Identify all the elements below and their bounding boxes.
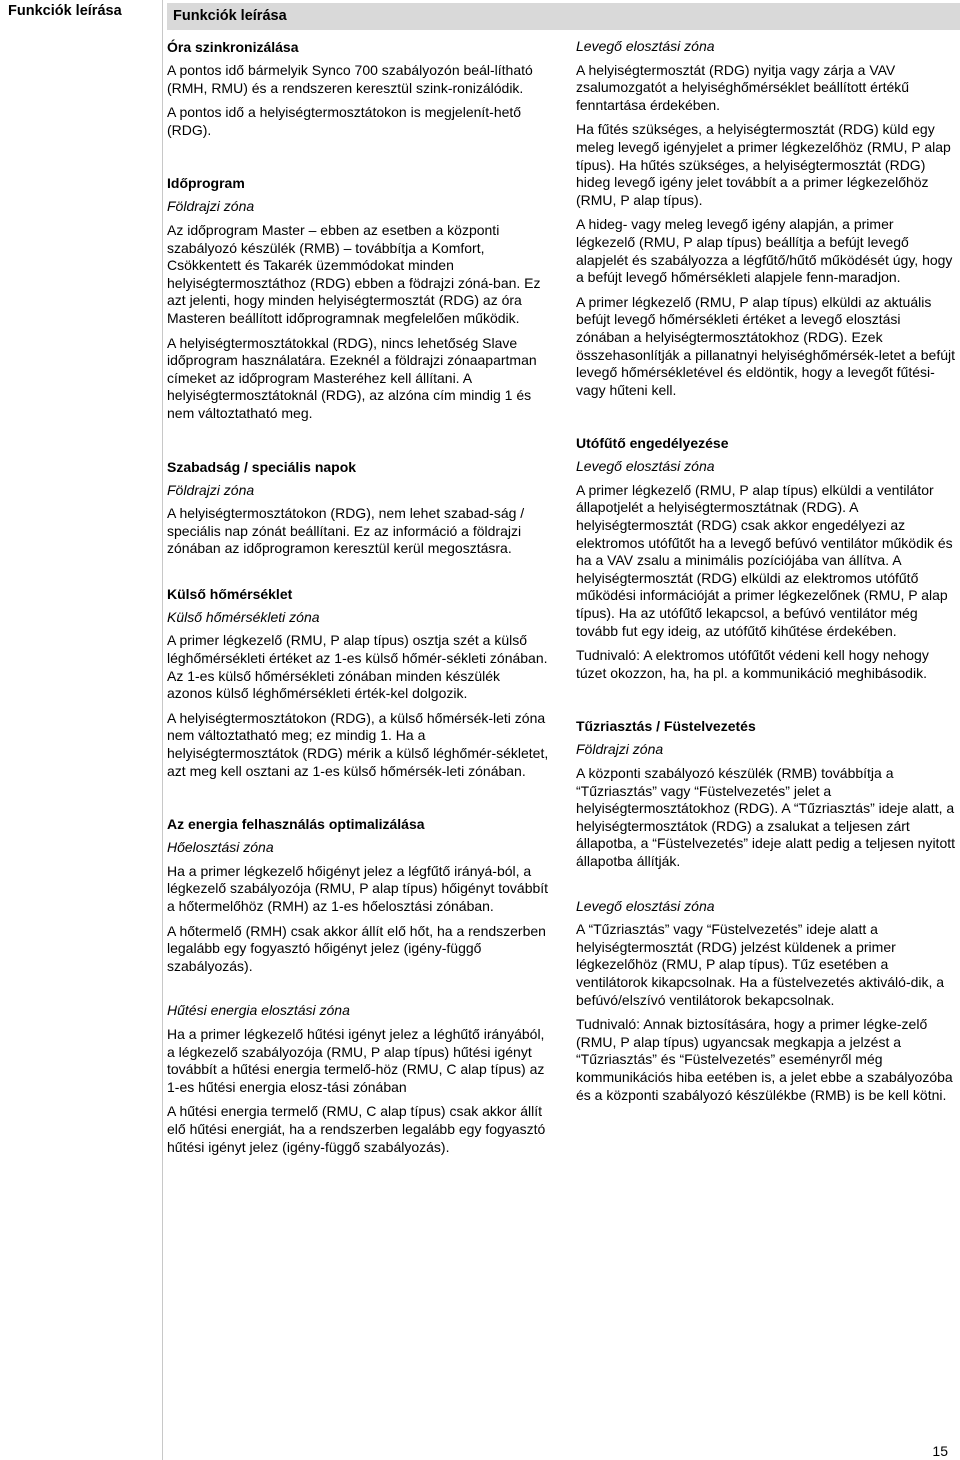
paragraph: A helyiségtermosztátokon (RDG), nem lehet szabad-ság / speciális nap zónát beállítani. Ez az információ a földrajzi zónában az időprogramon keresztül kerül megosztásra. <box>167 505 525 557</box>
heading-fire-alarm: Tűzriasztás / Füstelvezetés <box>576 718 756 735</box>
paragraph: Tudnivaló: Annak biztosítására, hogy a primer légke-zelő (RMU, P alap típus) ugyancsak megkapja a jelzést a “Tűzriasztás” és “Füstelvezetés” eseményről még kommunikációs hiba eetében is, a jelet ebbe a szabályozóba és a központi szabályozó készülékbe (RMB) is be kell kötni. <box>576 1016 953 1103</box>
paragraph: A helyiségtermosztátokon (RDG), a külső hőmérsék-leti zóna nem változtatható meg; ez mindig 1. Ha a helyiségtermosztátok (RDG) mérik a külső léghőmér-sékletet, azt meg kell osztani az 1-es külső hőmérsék-leti zónában. <box>167 709 549 779</box>
heading-clock-sync: Óra szinkronizálása <box>167 39 299 55</box>
section-header-bar <box>167 3 960 30</box>
paragraph: A központi szabályozó készülék (RMB) továbbítja a “Tűzriasztás” vagy “Füstelvezetés” jelet a helyiségtermosztátokhoz (RDG). A “Tűzriasztás” ideje alatt, a helyiségtermosztátok (RDG) a zsalukat a teljesen zárt állapotba, a “Füstelvezetés” ideje alatt pedig a teljesen nyitott állapotba állítják. <box>576 765 956 869</box>
paragraph: Tudnivaló: A elektromos utófűtőt védeni kell hogy nehogy túzet okozzon, ha, ha pl. a kommunikáció meghibásodik. <box>576 647 929 681</box>
paragraph: Ha a primer légkezelő hőigényt jelez a légfűtő irányá-ból, a légkezelő szabályozója (RMU, P alap típus) hőigényt továbbít a hőtermelőhöz (RMH) az 1-es hőelosztási zónában. <box>167 862 549 914</box>
subheading-outside-temp-zone: Külső hőmérsékleti zóna <box>167 608 320 625</box>
subheading-air-zone: Levegő elosztási zóna <box>576 897 715 914</box>
paragraph: A pontos idő bármelyik Synco 700 szabályozón beál-lítható (RMH, RMU) és a rendszeren keresztül szink-ronizálódik. <box>167 62 533 96</box>
paragraph: A hűtési energia termelő (RMU, C alap típus) csak akkor állít elő hűtési energiát, ha a rendszerben legalább egy fogyasztó hűtési igényt jelez (igény-függő szabályozás). <box>167 1103 546 1155</box>
heading-time-program: Időprogram <box>167 175 245 192</box>
paragraph: A primer légkezelő (RMU, P alap típus) elküldi az aktuális befújt levegő hőmérsékleti értéket a levegő elosztási zónában a helyiségtermosztátokhoz (RDG). Ezek összehasonlítják a pillanatnyi helyiséghőmérsék-letet a befújt levegő hőmérsékletével és eldöntik, hogy a levegőt fűtési- vagy hűteni kell. <box>576 293 955 398</box>
paragraph: A hőtermelő (RMH) csak akkor állít elő hőt, ha a rendszerben legalább egy fogyasztó hőigényt jelez (igény-függő szabályozás). <box>167 922 546 974</box>
subheading-geographic-zone: Földrajzi zóna <box>167 481 255 498</box>
heading-energy-optimization: Az energia felhasználás optimalizálása <box>167 816 425 833</box>
subheading-geographic-zone: Földrajzi zóna <box>576 741 664 758</box>
heading-holidays: Szabadság / speciális napok <box>167 458 357 475</box>
page-number: 15 <box>932 1443 948 1459</box>
subheading-air-zone: Levegő elosztási zóna <box>576 38 715 54</box>
left-column <box>167 38 549 1163</box>
paragraph: Az időprogram Master – ebben az esetben a központi szabályozó készülék (RMB) – továbbítja a Komfort, Csökkentett és Takarék üzemmódokat minden helyiségtermosztáthoz (RDG) ebben a födrajzi zóná-ban. Ez azt jelenti, hogy minden helyiségtermosztát (RDG) az óra Masteren beállított időprogramnak megfelelően működik. <box>167 221 541 326</box>
paragraph: A hideg- vagy meleg levegő igény alapján, a primer légkezelő (RMU, P alap típus) beállítja a befújt levegő alapjelét és szabályozza a légfűtő/hűtő működését úgy, hogy a befújt levegő hőmérsékleti alapjele fenn-maradjon. <box>576 216 953 286</box>
right-column <box>576 38 956 1111</box>
subheading-cooling-zone: Hűtési energia elosztási zóna <box>167 1002 350 1019</box>
sidebar <box>0 0 163 1460</box>
paragraph: A “Tűzriasztás” vagy “Füstelvezetés” ideje alatt a helyiségtermosztát (RDG) jelzést küldenek a primer légkezelőhöz (RMU, P alap típus). Tűz esetében a ventilátorok kikapcsolnak. Ha a füstelvezetés aktiváló-dik, a befúvó/elszívó ventilátorok bekapcsolnak. <box>576 921 945 1008</box>
heading-outside-temperature: Külső hőmérséklet <box>167 585 293 602</box>
paragraph: A primer légkezelő (RMU, P alap típus) osztja szét a külső léghőmérsékleti értéket az 1-es külső hőmér-sékleti zónában. Az 1-es külső hőmérsékleti zónában minden készülék azonos külső léghőmérsékleti érték-kel dolgozik. <box>167 632 548 702</box>
paragraph: A pontos idő a helyiségtermosztátokon is megjelenít-hető (RDG). <box>167 104 522 138</box>
subheading-air-zone: Levegő elosztási zóna <box>576 458 715 475</box>
subheading-heat-zone: Hőelosztási zóna <box>167 839 274 856</box>
paragraph: A helyiségtermosztátokkal (RDG), nincs lehetőség Slave időprogram használatára. Ezeknél a földrajzi zónaapartman címeket az időprogram Masteréhez kell állítani. A helyiségtermosztátoknál (RDG), az alzóna cím mindig 1 és nem változtatható meg. <box>167 334 537 421</box>
paragraph: A helyiségtermosztát (RDG) nyitja vagy zárja a VAV zsalumozgatót a helyiséghőmérséklet beállított értékű fenntartása érdekében. <box>576 61 910 113</box>
section-header-title: Funkciók leírása <box>173 8 287 24</box>
paragraph: A primer légkezelő (RMU, P alap típus) elküldi a ventilátor állapotjelét a helyiségtermosztátnak (RDG). A helyiségtermosztát (RDG) csak akkor engedélyezi az elektromos utófűtőt ha a levegő befúvó ventilátor működik és ha a VAV zsalu a minimális pozíciójába van állítva. A helyiségtermosztát (RDG) elküldi az elektromos utófűtő működési információját a primer légkezelőnek (RMU, P alap típus). Ha az utófűtő lekapcsol, a befúvó ventilátor még tovább fut egy ideig, az utófűtő kihűtése érdekében. <box>576 481 953 639</box>
sidebar-title: Funkciók leírása <box>8 3 122 19</box>
subheading-geographic-zone: Földrajzi zóna <box>167 198 255 215</box>
paragraph: Ha a primer légkezelő hűtési igényt jelez a léghűtő irányából, a légkezelő szabályozója (RMU, P alap típus) hűtési igényt továbbít a hűtési energia termelő-höz (RMU, C alap típus) az 1-es hűtési energia elosz-tási zónában <box>167 1025 545 1095</box>
heading-reheater-enable: Utófűtő engedélyezése <box>576 435 729 452</box>
paragraph: Ha fűtés szükséges, a helyiségtermosztát (RDG) küld egy meleg levegő igényjelet a primer légkezelőhöz (RMU, P alap típus). Ha hűtés szükséges, a helyiségtermosztát (RDG) hideg levegő igény jelet továbbít a a primer légkezelőhöz (RMU, P alap típus). <box>576 121 951 208</box>
